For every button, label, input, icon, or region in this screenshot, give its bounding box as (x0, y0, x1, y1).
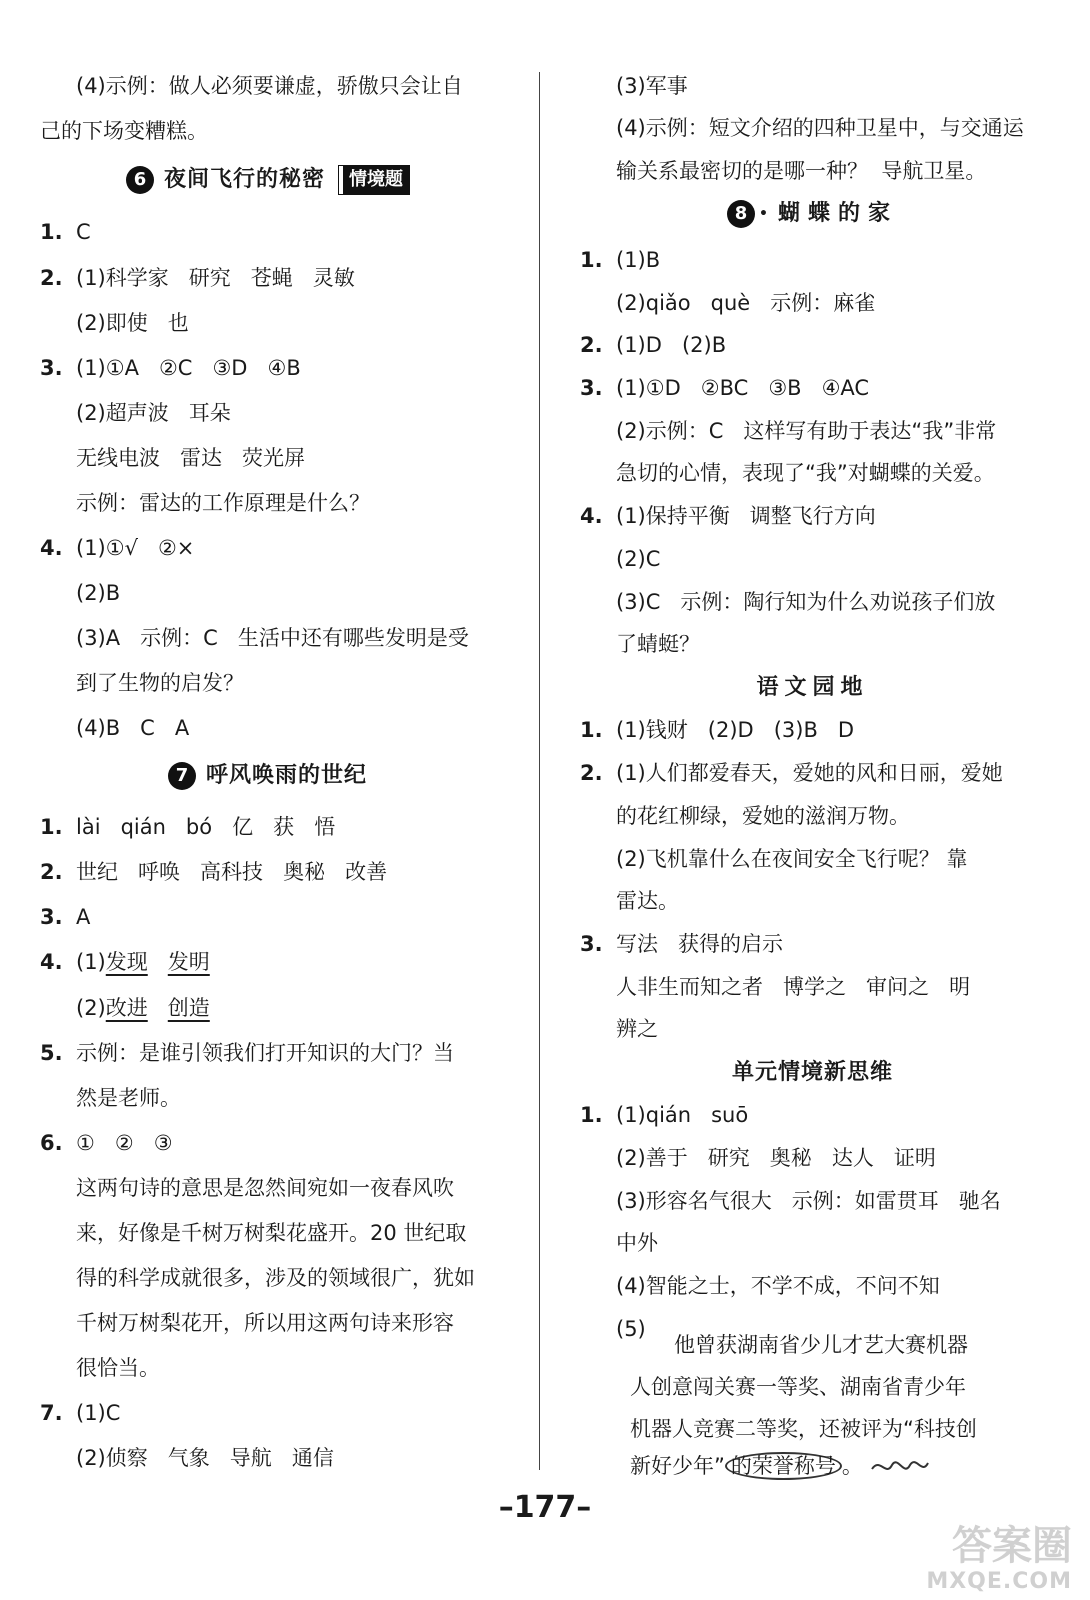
question-line: 6. ① ② ③ (40, 1131, 173, 1155)
answer-line: 示例：雷达的工作原理是什么？ (76, 491, 370, 515)
answer-line: 然是老师。 (76, 1086, 181, 1110)
question-line: 1. (1)qián suō (580, 1103, 749, 1127)
answer-line: 人创意闯关赛一等奖、湖南省青少年 (630, 1375, 966, 1399)
question-line: 3. (1)①A ②C ③D ④B (40, 356, 301, 380)
answer-line: 千树万树梨花开，所以用这两句诗来形容 (76, 1311, 454, 1335)
revised-sentence-block (630, 1325, 977, 1478)
question-line: 4. (1)发现 发明 (40, 950, 210, 974)
answer-line: (2)飞机靠什么在夜间安全飞行呢？ 靠 (616, 847, 968, 871)
lesson-title: 蝴蝶的家 (777, 201, 898, 226)
answer-line: (2)即使 也 (76, 311, 189, 335)
answer-line: 很恰当。 (76, 1356, 160, 1380)
answer-line: (2)侦察 气象 导航 通信 (76, 1446, 334, 1470)
answer-line: (4)示例：短文介绍的四种卫星中，与交通运 (616, 116, 1024, 140)
question-line: 2. 世纪 呼唤 高科技 奥秘 改善 (40, 860, 388, 884)
lesson-8-heading (580, 198, 1045, 230)
site-watermark (892, 1523, 1072, 1594)
answer-line: (2)超声波 耳朵 (76, 401, 231, 425)
answer-line: (2)C (616, 547, 661, 571)
section-title: 语文园地 (756, 675, 869, 700)
answer-line: 己的下场变糟糕。 (40, 119, 208, 143)
question-line: 3. A (40, 905, 91, 929)
question-line: 1. (1)钱财 (2)D (3)B D (580, 718, 855, 742)
lesson-title: 夜间飞行的秘密 (163, 167, 325, 192)
answer-line: 急切的心情，表现了“我”对蝴蝶的关爱。 (616, 461, 995, 485)
answer-line: (3)军事 (616, 74, 688, 98)
answer-line: 他曾获湖南省少儿才艺大赛机器 (674, 1333, 968, 1357)
question-line: 2. (1)人们都爱春天，爱她的风和日丽，爱她 (580, 761, 1003, 785)
answer-line: 得的科学成就很多，涉及的领域很广，犹如 (76, 1266, 475, 1290)
question-line: 7. (1)C (40, 1401, 121, 1425)
unit-thinking-heading (580, 1057, 1045, 1089)
answer-line: (2)善于 研究 奥秘 达人 证明 (616, 1146, 936, 1170)
question-line: 3. (1)①D ②BC ③B ④AC (580, 376, 870, 400)
question-line: 4. (1)保持平衡 调整飞行方向 (580, 504, 876, 528)
question-line: 1. (1)B (580, 248, 661, 272)
answer-line: (3)A 示例：C 生活中还有哪些发明是受 (76, 626, 469, 650)
answer-line: 机器人竞赛二等奖，还被评为“科技创 (630, 1417, 977, 1441)
circled-phrase: 的荣誉称号 (725, 1452, 842, 1480)
lesson-6-heading (40, 164, 495, 196)
answer-line: (4)智能之士，不学不成，不问不知 (616, 1274, 940, 1298)
question-line: 2. (1)D (2)B (580, 333, 727, 357)
answer-line: 了蜻蜓？ (616, 632, 700, 656)
answer-line: 雷达。 (616, 889, 679, 913)
answer-line: (2)示例：C 这样写有助于表达“我”非常 (616, 419, 997, 443)
lesson-number-badge: 8 (727, 200, 755, 228)
answer-line: (4)示例：做人必须要谦虚，骄傲只会让自 (76, 74, 463, 98)
star-dot-icon: • (759, 206, 768, 222)
answer-line: (2)改进 创造 (76, 996, 210, 1020)
lesson-number-badge: 6 (126, 166, 154, 194)
answer-line: (5) (616, 1317, 646, 1341)
answer-line: 这两句诗的意思是忽然间宛如一夜春风吹 (76, 1176, 454, 1200)
question-line: 5. 示例：是谁引领我们打开知识的大门？当 (40, 1041, 454, 1065)
section-title: 单元情境新思维 (731, 1060, 893, 1085)
answer-line: (3)C 示例：陶行知为什么劝说孩子们放 (616, 590, 996, 614)
scenario-tag: 情境题 (339, 166, 409, 194)
lesson-7-heading (40, 760, 495, 792)
watermark-url: MXQE.COM (926, 1569, 1072, 1594)
question-line: 1. lài qián bó 亿 获 悟 (40, 815, 336, 839)
question-line: 3. 写法 获得的启示 (580, 932, 784, 956)
answer-line: 新好少年” 的荣誉称号 。 (630, 1452, 930, 1480)
answer-line: 无线电波 雷达 荧光屏 (76, 446, 306, 470)
lesson-number-badge: 7 (168, 762, 196, 790)
answer-line: 人非生而知之者 博学之 审问之 明 (616, 975, 971, 999)
answer-line: 输关系最密切的是哪一种？ 导航卫星。 (616, 159, 987, 183)
answer-line: (4)B C A (76, 716, 190, 740)
lesson-title: 呼风唤雨的世纪 (205, 763, 367, 788)
answer-line: (2)B (76, 581, 121, 605)
deletion-mark-icon (870, 1455, 930, 1479)
question-line: 1. C (40, 220, 91, 244)
answer-line: 辨之 (616, 1017, 658, 1041)
question-line: 4. (1)①√ ②× (40, 536, 195, 560)
answer-line: 到了生物的启发？ (76, 671, 244, 695)
answer-line: 中外 (616, 1231, 658, 1255)
watermark-logo: 答案圈 (952, 1523, 1072, 1569)
answer-line: (2)qiǎo què 示例：麻雀 (616, 291, 876, 315)
answer-line: 的花红柳绿，爱她的滋润万物。 (616, 804, 910, 828)
answer-line: 来，好像是千树万树梨花盛开。20 世纪取 (76, 1221, 467, 1245)
question-line: 2. (1)科学家 研究 苍蝇 灵敏 (40, 266, 355, 290)
page-number: –177– (498, 1490, 592, 1525)
chinese-garden-heading (580, 672, 1045, 704)
answer-line: (3)形容名气很大 示例：如雷贯耳 驰名 (616, 1189, 1001, 1213)
column-divider (539, 72, 540, 1470)
